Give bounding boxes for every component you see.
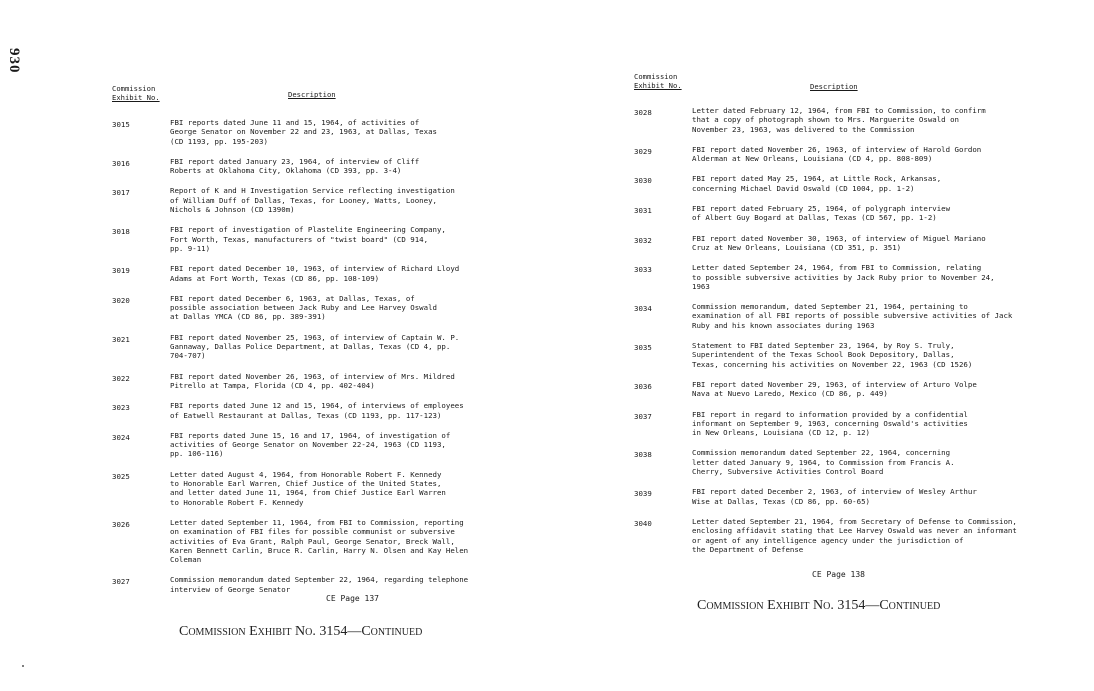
ce-page-right: CE Page 138 [812, 570, 865, 579]
exhibit-description: FBI reports dated June 11 and 15, 1964, of activities of George Senator on November 22 and 23, 1963, at Dallas, Texas (CD 1193, pp. 195-203) [170, 118, 437, 146]
exhibit-number: 3030 [634, 176, 652, 186]
exhibit-number: 3031 [634, 206, 652, 216]
exhibit-description: FBI report dated December 2, 1963, of interview of Wesley Arthur Wise at Dallas, Texas (CD 86, pp. 60-65) [692, 487, 977, 506]
exhibit-entry [634, 106, 1054, 134]
exhibit-number: 3025 [112, 471, 130, 481]
exhibit-entry [112, 294, 512, 322]
exhibit-description: Commission memorandum dated September 22, 1964, concerning letter dated January 9, 1964, to Commission from Francis A. Cherry, Subversive Activities Control Board [692, 448, 955, 477]
exhibit-number: 3020 [112, 295, 130, 305]
exhibit-entry [112, 401, 512, 420]
description-header: Description [810, 82, 858, 91]
exhibit-entry [112, 264, 512, 283]
left-entry-list [112, 118, 512, 594]
exhibit-entry [112, 186, 512, 214]
exhibit-number: 3035 [634, 343, 652, 353]
exhibit-entry [112, 431, 512, 459]
exhibit-entry [634, 410, 1054, 438]
left-column [112, 84, 512, 605]
exhibit-number: 3036 [634, 381, 652, 391]
exhibit-entry [634, 145, 1054, 164]
exhibit-entry [634, 302, 1054, 330]
exhibit-label: Exhibit No. [112, 93, 160, 102]
exhibit-description: Commission memorandum dated September 22, 1964, regarding telephone interview of George Senator [170, 575, 469, 594]
column-header [634, 72, 1054, 96]
exhibit-description: FBI report dated November 26, 1963, of interview of Harold Gordon Alderman at New Orleans, Louisiana (CD 4, pp. 808-809) [692, 144, 982, 164]
exhibit-number-header [112, 84, 172, 102]
exhibit-entry [634, 341, 1054, 369]
exhibit-description: FBI report dated January 23, 1964, of interview of Cliff Roberts at Oklahoma City, Oklahoma (CD 393, pp. 3-4) [170, 156, 420, 176]
ce-page-left: CE Page 137 [326, 594, 379, 603]
exhibit-description: Statement to FBI dated September 23, 1964, by Roy S. Truly, Superintendent of the Texas School Book Depository, Dallas, Texas, concerning his activities on November 22, 1963 (CD 1526) [692, 341, 973, 369]
exhibit-description: FBI report dated May 25, 1964, at Little Rock, Arkansas, concerning Michael David Oswald (CD 1004, pp. 1-2) [692, 174, 942, 193]
exhibit-entry [634, 487, 1054, 506]
exhibit-entry [112, 470, 512, 507]
exhibit-number: 3024 [112, 432, 130, 442]
exhibit-entry [634, 204, 1054, 223]
exhibit-number: 3021 [112, 334, 130, 344]
exhibit-entry [112, 157, 512, 176]
exhibit-description: Letter dated September 24, 1964, from FBI to Commission, relating to possible subversive activities by Jack Ruby prior to November 24, 1963 [692, 263, 995, 291]
exhibit-entry [112, 372, 512, 391]
exhibit-description: FBI report dated November 25, 1963, of interview of Captain W. P. Gannaway, Dallas Police Department, at Dallas, Texas (CD 4, pp. 704-707) [170, 332, 460, 361]
exhibit-caption-left: Commission Exhibit No. 3154—Continued [179, 624, 423, 639]
column-header [112, 84, 512, 108]
exhibit-number: 3019 [112, 266, 130, 276]
exhibit-number: 3027 [112, 577, 130, 587]
exhibit-number: 3033 [634, 265, 652, 275]
right-entry-list [634, 106, 1054, 554]
exhibit-entry [634, 174, 1054, 193]
exhibit-description: Letter dated February 12, 1964, from FBI to Commission, to confirm that a copy of photograph shown to Mrs. Marguerite Oswald on November 23, 1963, was delivered to the Commission [692, 106, 986, 134]
exhibit-entry [112, 225, 512, 253]
exhibit-number: 3038 [634, 450, 652, 460]
exhibit-description: FBI report of investigation of Plastelite Engineering Company, Fort Worth, Texas, manufacturers of "twist board" (CD 914, pp. 9-11) [170, 225, 446, 253]
exhibit-entry [634, 380, 1054, 399]
exhibit-description: FBI report dated November 26, 1963, of interview of Mrs. Mildred Pitrello at Tampa, Florida (CD 4, pp. 402-404) [170, 371, 455, 390]
commission-label: Commission [634, 72, 678, 81]
exhibit-description: Letter dated September 21, 1964, from Secretary of Defense to Commission, enclosing affidavit stating that Lee Harvey Oswald was never an informant or agent of any intelligence agency under the jurisdiction of the Department of Defense [692, 516, 1017, 554]
right-column [634, 72, 1054, 565]
speck [22, 665, 24, 667]
exhibit-description: FBI report dated November 29, 1963, of interview of Arturo Volpe Nava at Nuevo Laredo, Mexico (CD 86, p. 449) [692, 379, 977, 399]
exhibit-entry [634, 234, 1054, 253]
description-header: Description [288, 90, 336, 99]
exhibit-number: 3037 [634, 411, 652, 421]
exhibit-number: 3039 [634, 489, 652, 499]
exhibit-description: FBI report dated February 25, 1964, of polygraph interview of Albert Guy Bogard at Dallas, Texas (CD 567, pp. 1-2) [692, 204, 951, 223]
exhibit-number: 3029 [634, 146, 652, 156]
exhibit-entry [634, 448, 1054, 476]
exhibit-description: Report of K and H Investigation Service reflecting investigation of William Duff of Dallas, Texas, for Looney, Watts, Looney, Nichols & Johnson (CD 1390m) [170, 186, 455, 215]
exhibit-number: 3028 [634, 108, 652, 117]
exhibit-number: 3026 [112, 519, 130, 529]
commission-label: Commission [112, 84, 156, 93]
page-number: 930 [6, 48, 22, 74]
exhibit-number: 3018 [112, 227, 130, 237]
exhibit-description: FBI reports dated June 15, 16 and 17, 1964, of investigation of activities of George Senator on November 22-24, 1963 (CD 1193, pp. 106-116) [170, 430, 451, 459]
exhibit-caption-right: Commission Exhibit No. 3154—Continued [697, 598, 941, 613]
exhibit-number-header [634, 72, 694, 90]
exhibit-description: Commission memorandum, dated September 21, 1964, pertaining to examination of all FBI reports of possible subversive activities of Jack Ruby and his known associates during 1963 [692, 302, 1013, 330]
exhibit-number: 3032 [634, 235, 652, 245]
exhibit-description: FBI report dated December 6, 1963, at Dallas, Texas, of possible association between Jack Ruby and Lee Harvey Oswald at Dallas YMCA (CD 86, pp. 389-391) [170, 293, 437, 322]
exhibit-description: FBI reports dated June 12 and 15, 1964, of interviews of employees of Eatwell Restaurant at Dallas, Texas (CD 1193, pp. 117-123) [170, 401, 464, 420]
exhibit-number: 3016 [112, 158, 130, 168]
exhibit-number: 3023 [112, 403, 130, 413]
exhibit-description: FBI report dated December 10, 1963, of interview of Richard Lloyd Adams at Fort Worth, Texas (CD 86, pp. 108-109) [170, 264, 460, 283]
exhibit-number: 3015 [112, 120, 130, 129]
exhibit-description: Letter dated August 4, 1964, from Honorable Robert F. Kennedy to Honorable Earl Warren, Chief Justice of the United States, and letter dated June 11, 1964, from Chief Justice Earl Warren to Honorable Robert F. Kennedy [170, 469, 446, 507]
exhibit-entry [112, 575, 512, 594]
exhibit-description: Letter dated September 11, 1964, from FBI to Commission, reporting on examination of FBI files for possible communist or subversive activities of Eva Grant, Ralph Paul, George Senator, Breck Wall, Karen Bennett Carlin, Bruce R. Carlin, Harry N. Olsen and Kay Helen Coleman [170, 517, 469, 565]
exhibit-number: 3034 [634, 304, 652, 314]
exhibit-entry [112, 333, 512, 361]
exhibit-number: 3040 [634, 518, 652, 528]
exhibit-description: FBI report in regard to information provided by a confidential informant on September 9, 1963, concerning Oswald's activities in New Orleans, Louisiana (CD 12, p. 12) [692, 409, 968, 438]
exhibit-entry [112, 518, 512, 564]
exhibit-description: FBI report dated November 30, 1963, of interview of Miguel Mariano Cruz at New Orleans, Louisiana (CD 351, p. 351) [692, 233, 986, 252]
exhibit-label: Exhibit No. [634, 81, 682, 90]
exhibit-entry [634, 517, 1054, 554]
exhibit-entry [634, 263, 1054, 291]
exhibit-number: 3017 [112, 188, 130, 198]
exhibit-entry [112, 118, 512, 146]
exhibit-number: 3022 [112, 373, 130, 383]
